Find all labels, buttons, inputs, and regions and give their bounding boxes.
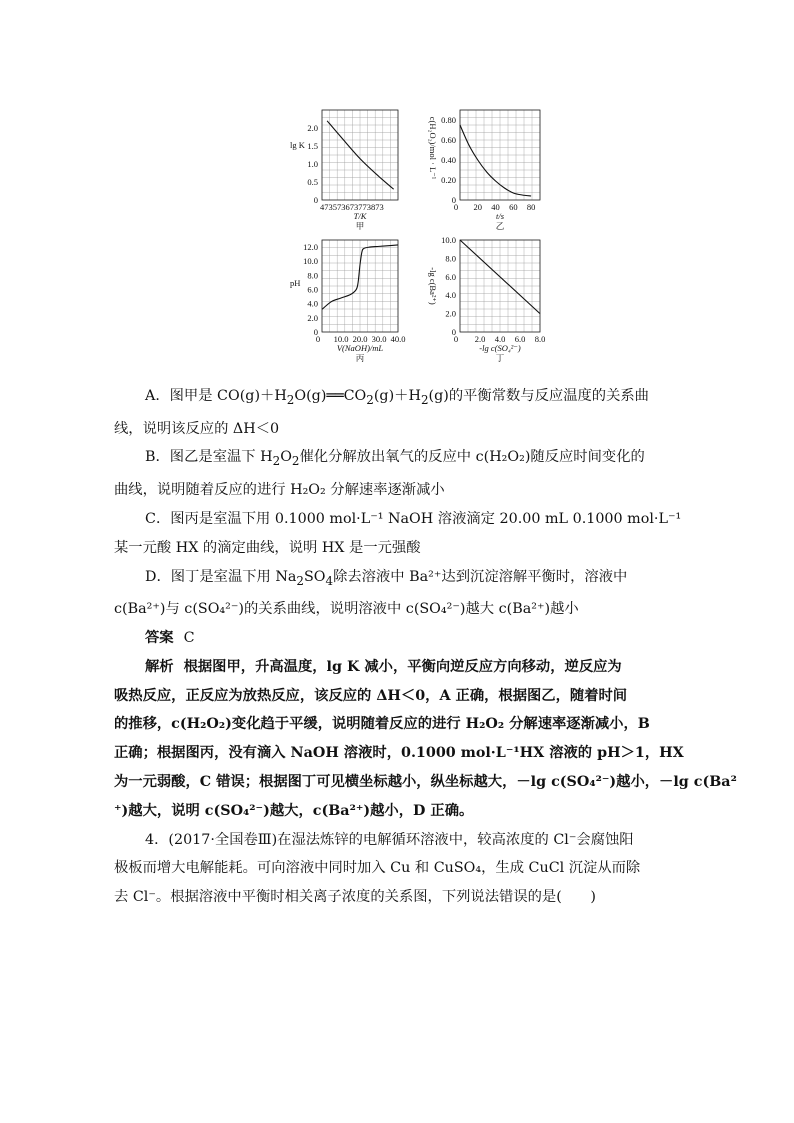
x-axis-label: t/s	[495, 211, 505, 221]
chart-caption: 甲	[355, 221, 365, 231]
x-tick-label: 20	[473, 202, 483, 212]
option-a-line1: A．图甲是 $CO(g)+H_2O(g)══CO_2(g)+H_2(g)$的平衡常数与反应温度的关系曲	[145, 388, 649, 407]
x-tick-label: 4.0	[494, 334, 506, 344]
x-tick-label: 60	[509, 202, 518, 212]
answer-line	[114, 624, 689, 653]
y-tick-label: 0	[313, 327, 318, 337]
chart-3	[290, 240, 405, 363]
y-tick-label: 8.0	[307, 270, 318, 281]
y-axis-label: -lg c(Ba²⁺)	[428, 267, 438, 305]
y-tick-label: 0.40	[441, 155, 456, 165]
y-tick-label: 0.20	[441, 175, 456, 185]
x-tick-label: 20.0	[352, 334, 368, 344]
question-4-line1: 4．(2017·全国卷Ⅲ)在湿法炼锌的电解循环溶液中，较高浓度的 Cl⁻会腐蚀阳	[145, 831, 634, 848]
answer-value: C	[183, 629, 195, 646]
answer-label: 答案	[145, 629, 174, 646]
x-axis-label: T/K	[353, 211, 367, 221]
y-tick-label: 4.0	[307, 298, 318, 309]
series-line	[460, 125, 531, 196]
option-b-line1: B．图乙是室温下 $H_2O_2$催化分解放出氧气的反应中 c(H₂O₂)随反应时间变化的	[145, 449, 645, 469]
analysis-line5: 为一元弱酸，C 错误；根据图丁可见横坐标越小，纵坐标越大，－lg c(SO₄²⁻)越小，－lg c(Ba²	[114, 773, 737, 790]
figure-panel	[280, 100, 570, 380]
option-c-line1: C．图丙是室温下用 0.1000 mol·L⁻¹ NaOH 溶液滴定 20.00 mL 0.1000 mol·L⁻¹	[145, 510, 682, 527]
x-tick-label: 2.0	[474, 334, 486, 344]
analysis-line1: 解析 根据图甲，升高温度，lg K 减小，平衡向逆反应方向移动，逆反应为	[145, 658, 622, 675]
y-tick-label: 0.5	[307, 177, 318, 187]
y-tick-label: 0.60	[441, 135, 456, 145]
y-tick-label: 10.0	[303, 256, 318, 267]
origin-label: 0	[453, 334, 459, 344]
y-tick-label: 12.0	[303, 242, 318, 253]
four-chart-figure	[280, 100, 570, 380]
question-4-line3: 去 Cl⁻。根据溶液中平衡时相关离子浓度的关系图，下列说法错误的是( )	[114, 889, 596, 906]
option-b-line2: 曲线，说明随着反应的进行 H₂O₂ 分解速率逐渐减小	[114, 482, 445, 499]
analysis-label: 解析	[145, 658, 174, 675]
y-axis-label: lg K	[290, 140, 305, 150]
y-tick-label: 0.80	[441, 115, 456, 125]
option-d-line2: c(Ba²⁺)与 c(SO₄²⁻)的关系曲线，说明溶液中 c(SO₄²⁻)越大 c(Ba²⁺)越小	[114, 601, 579, 618]
option-d-line1: D．图丁是室温下用 $Na_2SO_4$除去溶液中 Ba²⁺达到沉淀溶解平衡时，溶液中	[145, 568, 628, 588]
y-axis-label: pH	[290, 278, 301, 288]
y-tick-label: 8.0	[445, 253, 456, 264]
chart-caption: 乙	[495, 221, 505, 231]
analysis-line6: ⁺)越大，说明 c(SO₄²⁻)越大，c(Ba²⁺)越小，D 正确。	[114, 802, 474, 819]
y-tick-label: 4.0	[445, 290, 456, 301]
chart-1	[290, 110, 398, 231]
option-a-line2: 线，说明该反应的 ΔH＜0	[114, 420, 280, 437]
x-axis-label: -lg c(SO₄²⁻)	[479, 343, 521, 353]
y-tick-label: 0	[451, 327, 456, 337]
option-c-line2: 某一元酸 HX 的滴定曲线，说明 HX 是一元强酸	[114, 539, 421, 556]
y-tick-label: 2.0	[307, 123, 318, 133]
x-tick-label: 80	[526, 202, 536, 212]
y-tick-label: 1.5	[307, 141, 318, 151]
origin-label: 0	[315, 334, 321, 344]
x-tick-label: 30.0	[371, 334, 387, 344]
x-tick-label: 40	[491, 202, 500, 212]
analysis-line4: 正确；根据图丙，没有滴入 NaOH 溶液时，0.1000 mol·L⁻¹HX 溶液的 pH＞1，HX	[114, 745, 684, 762]
y-tick-label: 6.0	[445, 271, 456, 282]
y-tick-label: 2.0	[307, 312, 318, 323]
chart-4	[428, 235, 545, 363]
chart-caption: 丁	[495, 353, 505, 363]
analysis-line3: 的推移，c(H₂O₂)变化趋于平缓，说明随着反应的进行 H₂O₂ 分解速率逐渐减小，B	[114, 716, 650, 733]
x-tick-label: 8.0	[534, 334, 546, 344]
y-axis-label: c(H₂O₂)/mol · L⁻¹	[428, 116, 438, 180]
chart-2	[428, 110, 540, 231]
y-tick-label: 10.0	[441, 235, 456, 245]
y-tick-label: 0	[451, 195, 456, 205]
analysis-line2: 吸热反应，正反应为放热反应，该反应的 ΔH＜0，A 正确，根据图乙，随着时间	[114, 687, 628, 704]
y-tick-label: 2.0	[445, 308, 456, 319]
y-tick-label: 6.0	[307, 284, 318, 295]
x-tick-label: 6.0	[514, 334, 526, 344]
y-tick-label: 0	[313, 195, 318, 205]
x-tick-label: 40.0	[390, 334, 406, 344]
question-4-line2: 极板而增大电解能耗。可向溶液中同时加入 Cu 和 CuSO₄，生成 CuCl 沉淀从而除	[114, 860, 641, 877]
origin-label: 0	[453, 202, 459, 212]
x-axis-label: V(NaOH)/mL	[336, 343, 384, 353]
chart-caption: 丙	[355, 353, 365, 363]
y-tick-label: 1.0	[307, 159, 318, 169]
x-tick-label: 473573673773873	[320, 202, 384, 212]
x-tick-label: 10.0	[333, 334, 349, 344]
question-text	[114, 382, 737, 912]
